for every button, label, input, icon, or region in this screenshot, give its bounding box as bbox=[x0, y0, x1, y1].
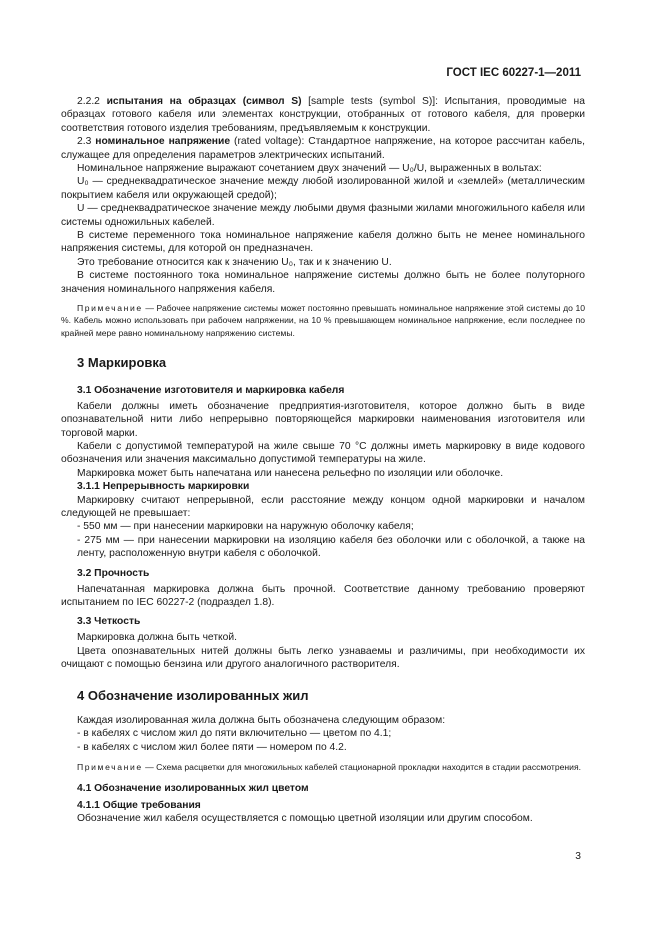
term-sample-tests: испытания на образцах (символ S) bbox=[106, 96, 302, 107]
paragraph-3-1-a: Кабели должны иметь обозначение предприятия-изготовителя, которое должно быть в виде опознавательной нити либо непрерывно повторяющейся маркировки наименования изготовителя или торговой марки. bbox=[61, 400, 585, 439]
term-rated-voltage: номинальное напряжение bbox=[95, 136, 231, 148]
paragraph-3-2: Напечатанная маркировка должна быть прочной. Соответствие данному требованию проверяют испытанием по IEC 60227-2 (подраздел 1.8). bbox=[61, 584, 585, 609]
paragraph-3-1-c: Маркировка может быть напечатана или нанесена рельефно по изоляции или оболочке. bbox=[77, 467, 504, 479]
subsection-3-2-heading: 3.2 Прочность bbox=[77, 567, 150, 579]
clause-2-2-2: 2.2.2 испытания на образцах (символ S) [sample tests (symbol S)]: Испытания, проводимые на образцах готового кабеля или элементах конструкции, отобранных от готового кабеля, для проверки соответствия готового изделия требованиям, предъявляемым к конструкции. bbox=[61, 96, 585, 134]
paragraph-u: U — среднеквадратическое значение между любыми двумя фазными жилами многожильного кабеля или системы одножильных кабелей. bbox=[61, 203, 585, 228]
standard-code-header: ГОСТ IEC 60227-1—2011 bbox=[446, 67, 581, 79]
paragraph-3-1-1: Маркировку считают непрерывной, если расстояние между концом одной маркировки и началом следующей не превышает: bbox=[61, 494, 585, 520]
note-2: Примечание — Схема расцветки для многожильных кабелей стационарной прокладки находится в стадии рассмотрения. bbox=[77, 762, 581, 773]
paragraph-nominal-voltage: Номинальное напряжение выражают сочетанием двух значений — U₀/U, выраженных в вольтах: bbox=[77, 163, 542, 175]
section-4-heading: 4 Обозначение изолированных жил bbox=[77, 687, 309, 703]
paragraph-u0: U₀ — среднеквадратическое значение между любой изолированной жилой и «землей» (металлическим покрытием кабеля или окружающей средой); bbox=[61, 176, 585, 201]
subsection-3-1-1-heading: 3.1.1 Непрерывность маркировки bbox=[77, 481, 250, 493]
subsection-3-3-heading: 3.3 Четкость bbox=[77, 615, 141, 627]
subsection-4-1-heading: 4.1 Обозначение изолированных жил цветом bbox=[77, 783, 309, 795]
paragraph-requirement: Это требование относится как к значению U₀, так и к значению U. bbox=[77, 256, 392, 268]
note-1: Примечание — Рабочее напряжение системы может постоянно превышать номинальное напряжение этой системы до 10 %. Кабель можно использовать при рабочем напряжении, на 10 % превышающем номинальное напряжение, если последнее по крайней мере равно номинальному напряжению системы. bbox=[61, 303, 586, 338]
paragraph-ac-system: В системе переменного тока номинальное напряжение кабеля должно быть не менее номинального напряжения системы, для которой он предназначен. bbox=[61, 230, 585, 255]
paragraph-3-3-b: Цвета опознавательных нитей должны быть легко узнаваемы и различимы, при необходимости их очищают с помощью бензина или другого аналогичного растворителя. bbox=[61, 645, 585, 671]
page-number: 3 bbox=[575, 851, 581, 862]
note-label: Примечание bbox=[77, 762, 143, 773]
list-item: - в кабелях с числом жил более пяти — номером по 4.2. bbox=[77, 741, 347, 753]
subsection-4-1-1-heading: 4.1.1 Общие требования bbox=[77, 799, 201, 811]
paragraph-dc-system: В системе постоянного тока номинальное напряжение системы должно быть не более полуторного значения номинального напряжения кабеля. bbox=[61, 270, 585, 295]
paragraph-4-1-1: Обозначение жил кабеля осуществляется с помощью цветной изоляции или другим способом. bbox=[77, 813, 533, 825]
note-label: Примечание bbox=[77, 303, 143, 314]
clause-2-3: 2.3 номинальное напряжение (rated voltage): Стандартное напряжение, на которое рассчитан кабель, служащее для определения параметров электрических испытаний. bbox=[61, 136, 585, 161]
section-3-heading: 3 Маркировка bbox=[77, 354, 167, 370]
list-item: - 275 мм — при нанесении маркировки на изоляцию кабеля без оболочки или с оболочкой, а также на ленту, расположенную внутри кабеля с оболочкой. bbox=[77, 534, 585, 560]
list-item: - 550 мм — при нанесении маркировки на наружную оболочку кабеля; bbox=[77, 521, 414, 533]
paragraph-3-3-a: Маркировка должна быть четкой. bbox=[77, 632, 237, 644]
paragraph-4: Каждая изолированная жила должна быть обозначена следующим образом: bbox=[77, 714, 446, 726]
paragraph-3-1-b: Кабели с допустимой температурой на жиле свыше 70 °С должны иметь маркировку в виде кодового обозначения или значения максимально допустимой температуры на жиле. bbox=[61, 441, 585, 466]
list-item: - в кабелях с числом жил до пяти включительно — цветом по 4.1; bbox=[77, 728, 392, 740]
subsection-3-1-heading: 3.1 Обозначение изготовителя и маркировка кабеля bbox=[77, 385, 345, 397]
page-content bbox=[61, 95, 585, 826]
